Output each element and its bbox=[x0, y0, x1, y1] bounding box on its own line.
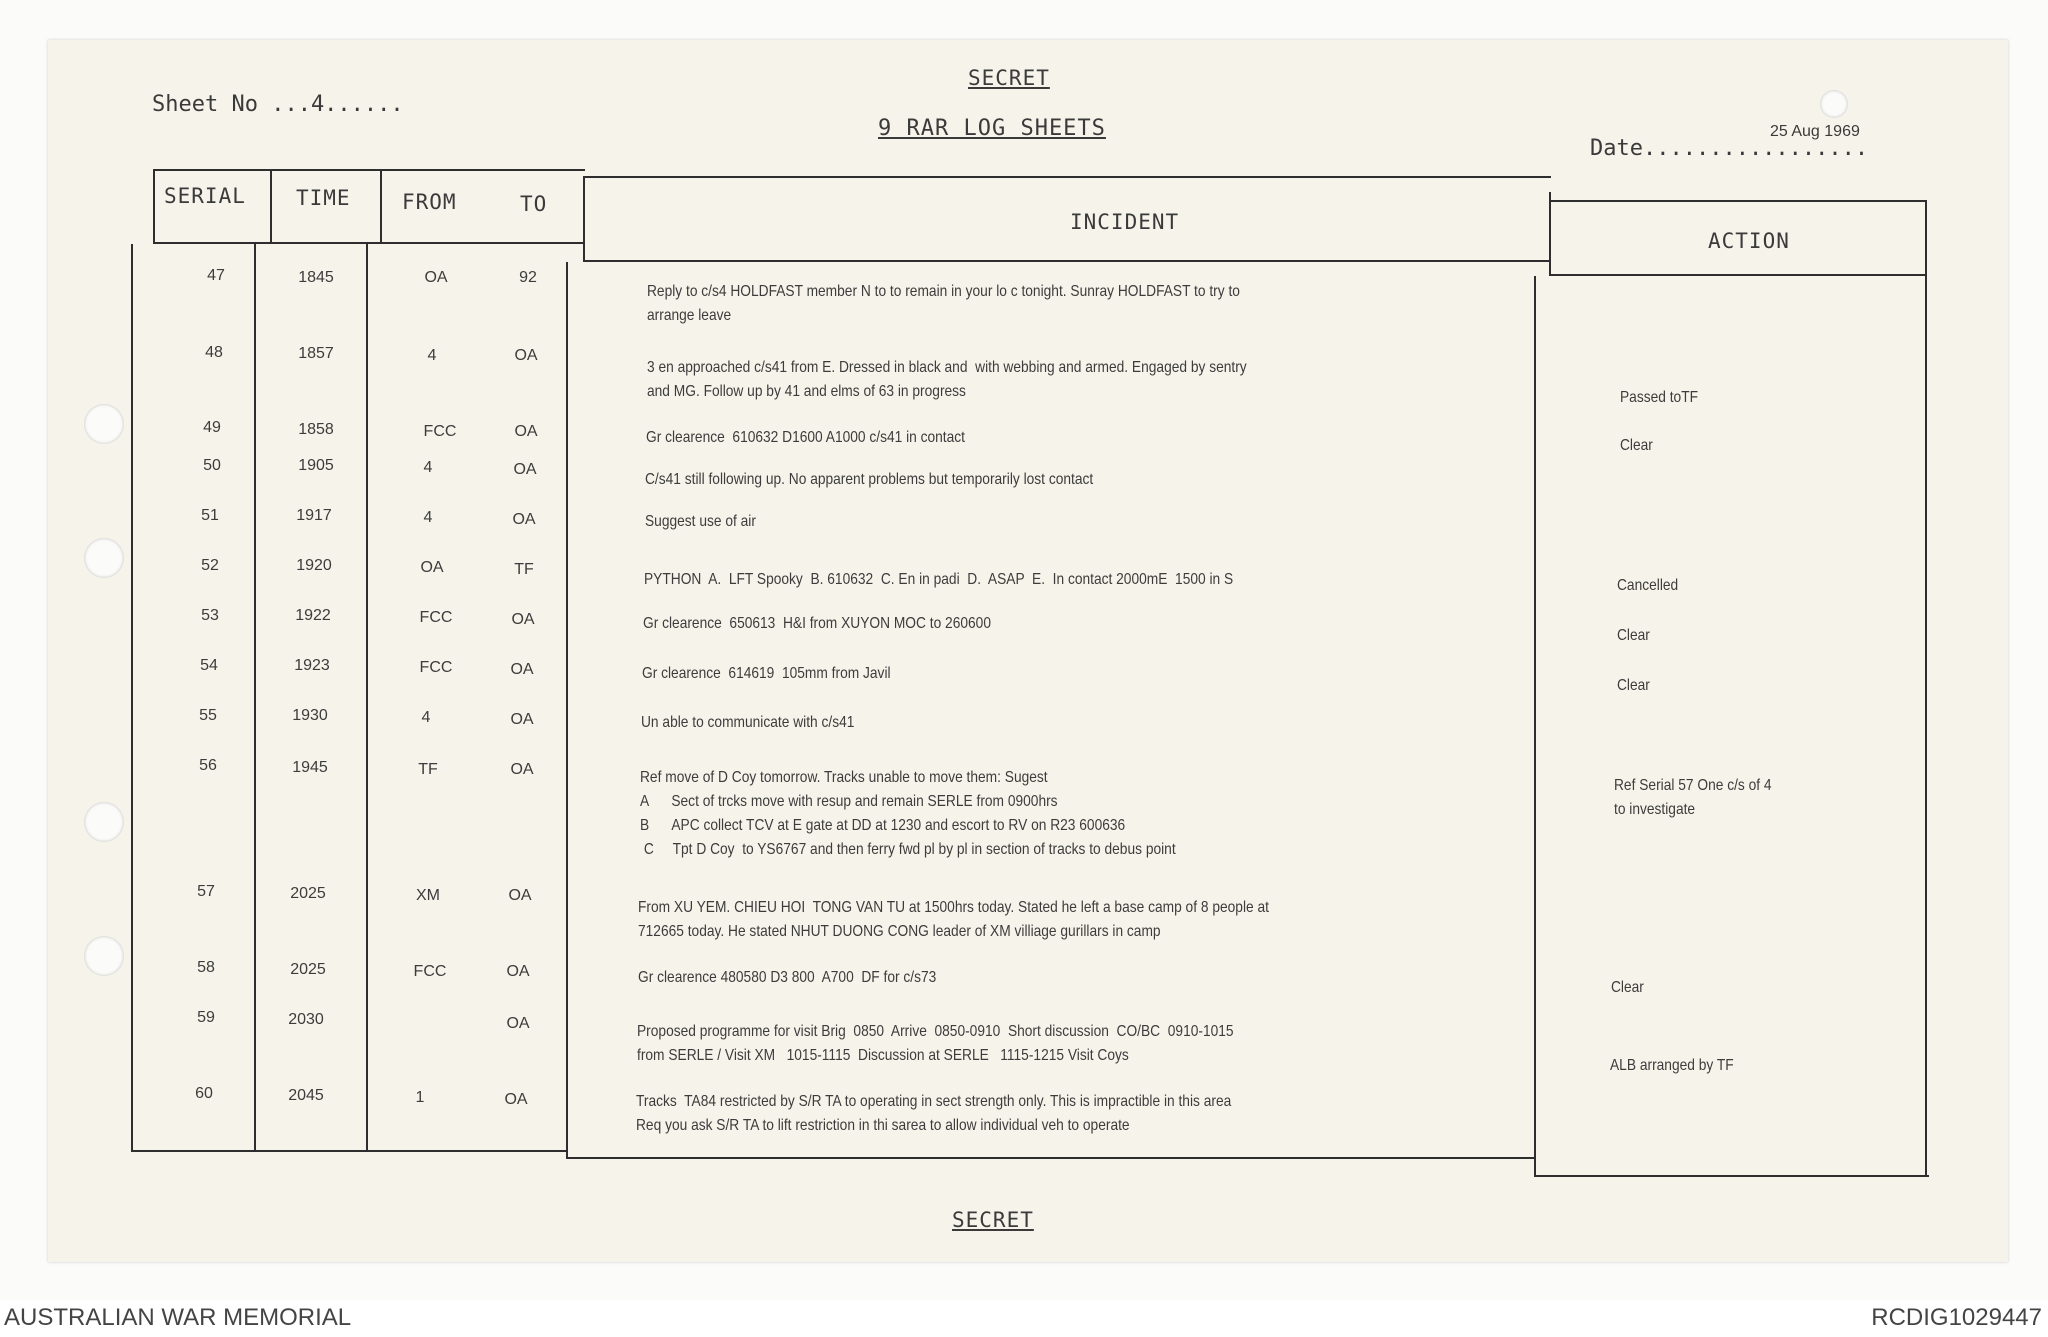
incident-cell: C/s41 still following up. No apparent problems but temporarily lost contact bbox=[645, 471, 1094, 488]
document-title: 9 RAR LOG SHEETS bbox=[878, 116, 1106, 141]
serial-cell: 50 bbox=[203, 457, 221, 474]
serial-cell: 52 bbox=[201, 557, 219, 574]
column-header-serial: SERIAL bbox=[164, 184, 246, 208]
date-label: Date................. bbox=[1590, 136, 1869, 161]
from-cell: 4 bbox=[423, 459, 433, 476]
from-cell: 4 bbox=[427, 347, 437, 364]
from-cell: XM bbox=[416, 887, 440, 904]
incident-cell: Gr clearence 480580 D3 800 A700 DF for c/s73 bbox=[638, 969, 937, 986]
time-cell: 1905 bbox=[298, 457, 334, 474]
time-cell: 2025 bbox=[290, 885, 326, 902]
table-rule bbox=[1549, 200, 1927, 202]
serial-cell: 55 bbox=[199, 707, 217, 724]
time-cell: 1945 bbox=[292, 759, 328, 776]
to-cell: OA bbox=[506, 963, 530, 980]
incident-cell: From XU YEM. CHIEU HOI TONG VAN TU at 1500hrs today. Stated he left a base camp of 8 people at 712665 today. He stated NHUT DUONG CONG leader of XM villiage gurillars in camp bbox=[638, 899, 1269, 940]
incident-cell: Un able to communicate with c/s41 bbox=[641, 714, 855, 731]
punch-hole bbox=[84, 802, 124, 842]
serial-cell: 47 bbox=[207, 267, 225, 284]
action-entry: Passed toTF bbox=[1620, 389, 1699, 406]
column-header-incident: INCIDENT bbox=[1070, 210, 1180, 234]
from-cell: TF bbox=[418, 761, 438, 778]
to-cell: OA bbox=[514, 347, 538, 364]
to-cell: OA bbox=[506, 1015, 530, 1032]
log-sheet-paper bbox=[48, 40, 2008, 1262]
table-rule bbox=[153, 169, 155, 244]
incident-cell: Ref move of D Coy tomorrow. Tracks unable to move them: Sugest A Sect of trcks move with resup and remain SERLE from 0900hrs B APC collect TCV at E gate at DD at 1230 and escort to RV on R23 600636 C Tpt D Coy to YS6767 and then ferry fwd pl by pl in section of tracks to debus point bbox=[640, 769, 1176, 858]
classification-top: SECRET bbox=[968, 66, 1050, 90]
time-cell: 1930 bbox=[292, 707, 328, 724]
table-rule bbox=[131, 244, 133, 1152]
action-entry: Clear bbox=[1611, 979, 1644, 996]
serial-cell: 49 bbox=[203, 419, 221, 436]
punch-hole bbox=[1820, 90, 1848, 118]
column-header-from: FROM bbox=[402, 190, 457, 214]
to-cell: OA bbox=[508, 887, 532, 904]
action-entry: Clear bbox=[1620, 437, 1653, 454]
incident-cell: Gr clearence 610632 D1600 A1000 c/s41 in contact bbox=[646, 429, 965, 446]
table-rule bbox=[380, 169, 382, 244]
column-header-time: TIME bbox=[296, 186, 351, 210]
time-cell: 1923 bbox=[294, 657, 330, 674]
from-cell: OA bbox=[420, 559, 444, 576]
to-cell: OA bbox=[510, 711, 534, 728]
to-cell: OA bbox=[512, 511, 536, 528]
table-rule bbox=[1534, 1175, 1929, 1177]
from-cell: 4 bbox=[423, 509, 433, 526]
to-cell: OA bbox=[510, 661, 534, 678]
incident-cell: 3 en approached c/s41 from E. Dressed in black and with webbing and armed. Engaged by sentry and MG. Follow up by 41 and elms of 63 in progress bbox=[647, 359, 1247, 400]
to-cell: OA bbox=[510, 761, 534, 778]
serial-cell: 59 bbox=[197, 1009, 215, 1026]
time-cell: 1917 bbox=[296, 507, 332, 524]
serial-cell: 53 bbox=[201, 607, 219, 624]
action-entry: ALB arranged by TF bbox=[1610, 1057, 1734, 1074]
from-cell: FCC bbox=[419, 609, 453, 626]
table-rule bbox=[583, 176, 1551, 178]
serial-cell: 56 bbox=[199, 757, 217, 774]
archive-credit: AUSTRALIAN WAR MEMORIAL bbox=[4, 1304, 352, 1331]
action-entry: Clear bbox=[1617, 677, 1650, 694]
from-cell: FCC bbox=[423, 423, 457, 440]
serial-cell: 48 bbox=[205, 344, 223, 361]
table-rule bbox=[1925, 200, 1927, 1177]
from-cell: 1 bbox=[415, 1089, 425, 1106]
incident-cell: Reply to c/s4 HOLDFAST member N to to remain in your lo c tonight. Sunray HOLDFAST to try to arrange leave bbox=[647, 283, 1240, 324]
from-cell: FCC bbox=[419, 659, 453, 676]
to-cell: TF bbox=[514, 561, 534, 578]
incident-cell: Suggest use of air bbox=[645, 513, 756, 530]
table-rule bbox=[366, 244, 368, 1152]
time-cell: 1920 bbox=[296, 557, 332, 574]
date-value: 25 Aug 1969 bbox=[1770, 123, 1860, 140]
time-cell: 2030 bbox=[288, 1011, 324, 1028]
table-rule bbox=[1549, 192, 1551, 276]
time-cell: 1858 bbox=[298, 421, 334, 438]
punch-hole bbox=[84, 936, 124, 976]
serial-cell: 60 bbox=[195, 1085, 213, 1102]
to-cell: 92 bbox=[519, 269, 537, 286]
punch-hole bbox=[84, 404, 124, 444]
classification-bottom: SECRET bbox=[952, 1208, 1034, 1232]
sheet-number: Sheet No ...4...... bbox=[152, 92, 404, 117]
table-rule bbox=[270, 169, 272, 244]
table-rule bbox=[1534, 276, 1536, 1177]
serial-cell: 51 bbox=[201, 507, 219, 524]
from-cell: 4 bbox=[421, 709, 431, 726]
action-entry: Cancelled bbox=[1617, 577, 1679, 594]
to-cell: OA bbox=[504, 1091, 528, 1108]
table-rule bbox=[153, 242, 585, 244]
serial-cell: 57 bbox=[197, 883, 215, 900]
incident-cell: Gr clearence 614619 105mm from Javil bbox=[642, 665, 891, 682]
action-entry: Clear bbox=[1617, 627, 1650, 644]
column-header-to: TO bbox=[520, 192, 548, 216]
archive-id: RCDIG1029447 bbox=[1871, 1304, 2042, 1331]
serial-cell: 54 bbox=[200, 657, 218, 674]
table-rule bbox=[1549, 274, 1927, 276]
incident-cell: PYTHON A. LFT Spooky B. 610632 C. En in padi D. ASAP E. In contact 2000mE 1500 in S bbox=[644, 571, 1234, 588]
column-header-action: ACTION bbox=[1708, 229, 1790, 253]
time-cell: 2045 bbox=[288, 1087, 324, 1104]
table-rule bbox=[566, 262, 568, 1159]
to-cell: OA bbox=[513, 461, 537, 478]
table-rule bbox=[131, 1150, 568, 1152]
from-cell: FCC bbox=[413, 963, 447, 980]
punch-hole bbox=[84, 538, 124, 578]
time-cell: 1922 bbox=[295, 607, 331, 624]
from-cell: OA bbox=[424, 269, 448, 286]
time-cell: 1845 bbox=[298, 269, 334, 286]
table-rule bbox=[583, 260, 1551, 262]
incident-cell: Proposed programme for visit Brig 0850 Arrive 0850-0910 Short discussion CO/BC 0910-1015 from SERLE / Visit XM 1015-1115 Discussion at SERLE 1115-1215 Visit Coys bbox=[637, 1023, 1234, 1064]
table-rule bbox=[254, 244, 256, 1152]
serial-cell: 58 bbox=[197, 959, 215, 976]
table-rule bbox=[566, 1157, 1536, 1159]
time-cell: 1857 bbox=[298, 345, 334, 362]
time-cell: 2025 bbox=[290, 961, 326, 978]
to-cell: OA bbox=[514, 423, 538, 440]
incident-cell: Tracks TA84 restricted by S/R TA to operating in sect strength only. This is impractible in this area Req you ask S/R TA to lift restriction in thi sarea to allow individual veh to operate bbox=[636, 1093, 1232, 1134]
incident-cell: Gr clearence 650613 H&I from XUYON MOC to 260600 bbox=[643, 615, 991, 632]
action-entry: Ref Serial 57 One c/s of 4 to investigate bbox=[1614, 777, 1772, 818]
table-rule bbox=[153, 169, 585, 171]
to-cell: OA bbox=[511, 611, 535, 628]
table-rule bbox=[583, 176, 585, 262]
